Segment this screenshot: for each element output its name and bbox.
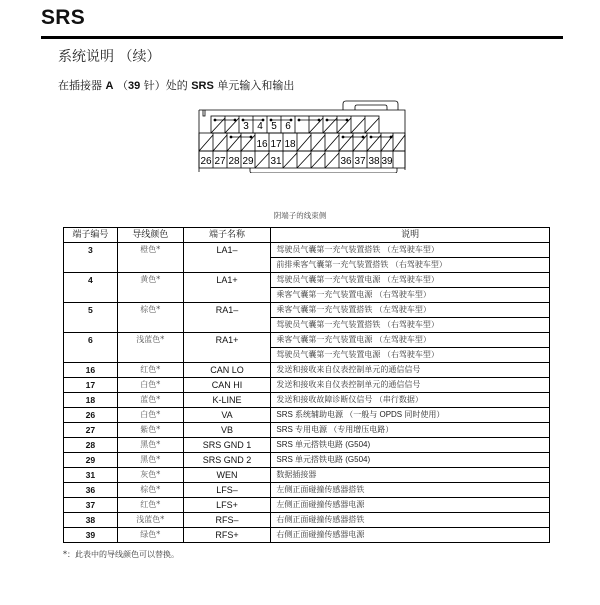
table-row — [64, 498, 550, 513]
pin-cell: 29 — [64, 453, 118, 468]
desc-cell: 数据插接器 — [271, 468, 550, 483]
pin-label: 37 — [354, 156, 366, 167]
pin-cell: 27 — [64, 423, 118, 438]
color-cell: 蓝色* — [117, 393, 183, 408]
pin-cell: 37 — [64, 498, 118, 513]
pin-label: 4 — [257, 121, 263, 132]
pin-label: 29 — [242, 156, 254, 167]
subtitle-text: （ — [113, 79, 128, 92]
name-cell: WEN — [183, 468, 271, 483]
pin-cell: 38 — [64, 513, 118, 528]
color-cell: 紫色* — [117, 423, 183, 438]
subtitle-connector: A — [105, 80, 114, 92]
pin-label: 5 — [271, 121, 277, 132]
name-cell: CAN HI — [183, 378, 271, 393]
pin-label: 6 — [285, 121, 291, 132]
color-cell: 红色* — [117, 363, 183, 378]
pin-label: 28 — [228, 156, 240, 167]
pin-label: 3 — [243, 121, 249, 132]
name-cell: RA1– — [183, 303, 271, 333]
pin-cell: 36 — [64, 483, 118, 498]
page-title: SRS — [41, 6, 86, 29]
connector-caption: 阴端子的线束侧 — [273, 211, 327, 220]
desc-cell: 左侧正面碰撞传感器搭铁 — [271, 483, 550, 498]
pin-label: 36 — [340, 156, 352, 167]
table-row — [64, 483, 550, 498]
desc-cell: SRS 专用电源 （专用增压电路） — [271, 423, 550, 438]
pin-cell: 28 — [64, 438, 118, 453]
table-row — [64, 363, 550, 378]
header-terminal-name: 端子名称 — [183, 228, 271, 243]
table-row — [64, 513, 550, 528]
desc-cell: 驾驶员气囊第一充气装置电源 （右驾驶车型） — [271, 348, 550, 363]
table-row — [64, 243, 550, 258]
pin-label: 18 — [284, 139, 296, 150]
pin-cell: 18 — [64, 393, 118, 408]
desc-cell: SRS 单元搭铁电路 (G504) — [271, 453, 550, 468]
name-cell: SRS GND 1 — [183, 438, 271, 453]
pin-label: 39 — [381, 156, 393, 167]
color-cell: 黄色* — [117, 273, 183, 303]
name-cell: K-LINE — [183, 393, 271, 408]
desc-cell: 乘客气囊第一充气装置搭铁 （左驾驶车型） — [271, 303, 550, 318]
name-cell: RA1+ — [183, 333, 271, 363]
desc-cell: 驾驶员气囊第一充气装置搭铁 （左驾驶车型） — [271, 243, 550, 258]
name-cell: LFS+ — [183, 498, 271, 513]
footnote: *：此表中的导线颜色可以替换。 — [63, 550, 179, 559]
desc-cell: SRS 单元搭铁电路 (G504) — [271, 438, 550, 453]
table-row — [64, 333, 550, 348]
color-cell: 棕色* — [117, 483, 183, 498]
pin-cell: 6 — [64, 333, 118, 363]
color-cell: 黑色* — [117, 438, 183, 453]
table-row — [64, 393, 550, 408]
pin-label: 27 — [214, 156, 226, 167]
pin-cell: 16 — [64, 363, 118, 378]
table-row — [64, 453, 550, 468]
desc-cell: 右侧正面碰撞传感器电源 — [271, 528, 550, 543]
table-row — [64, 273, 550, 288]
color-cell: 红色* — [117, 498, 183, 513]
name-cell: RFS+ — [183, 528, 271, 543]
desc-cell: 右侧正面碰撞传感器搭铁 — [271, 513, 550, 528]
desc-cell: 左侧正面碰撞传感器电源 — [271, 498, 550, 513]
desc-cell: 发送和接收来自仪表控制单元的通信信号 — [271, 363, 550, 378]
pin-cell: 31 — [64, 468, 118, 483]
connector-diagram — [195, 98, 410, 173]
pin-cell: 17 — [64, 378, 118, 393]
name-cell: SRS GND 2 — [183, 453, 271, 468]
subtitle-srs: SRS — [191, 80, 214, 92]
section-title: 系统说明 （续） — [58, 49, 161, 65]
name-cell: CAN LO — [183, 363, 271, 378]
name-cell: LA1+ — [183, 273, 271, 303]
name-cell: RFS– — [183, 513, 271, 528]
pin-label: 38 — [368, 156, 380, 167]
pin-cell: 4 — [64, 273, 118, 303]
pin-label: 31 — [270, 156, 282, 167]
color-cell: 浅蓝色* — [117, 513, 183, 528]
pin-cell: 39 — [64, 528, 118, 543]
subtitle-pin-count: 39 — [127, 80, 141, 92]
table-row — [64, 438, 550, 453]
color-cell: 白色* — [117, 378, 183, 393]
pin-table — [63, 227, 550, 543]
color-cell: 棕色* — [117, 303, 183, 333]
name-cell: VA — [183, 408, 271, 423]
color-cell: 黑色* — [117, 453, 183, 468]
name-cell: VB — [183, 423, 271, 438]
desc-cell: 发送和接收故障诊断仪信号 （串行数据） — [271, 393, 550, 408]
pin-label: 16 — [256, 139, 268, 150]
subtitle-text: 单元输入和输出 — [213, 79, 295, 92]
title-rule — [41, 36, 563, 39]
header-description: 说明 — [271, 228, 550, 243]
desc-cell: 乘客气囊第一充气装置电源 （左驾驶车型） — [271, 333, 550, 348]
color-cell: 浅蓝色* — [117, 333, 183, 363]
table-row — [64, 408, 550, 423]
pin-cell: 26 — [64, 408, 118, 423]
table-row — [64, 528, 550, 543]
table-row — [64, 378, 550, 393]
desc-cell: SRS 系统辅助电源 （一般与 OPDS 同时使用） — [271, 408, 550, 423]
color-cell: 灰色* — [117, 468, 183, 483]
header-pin: 端子编号 — [64, 228, 118, 243]
name-cell: LFS– — [183, 483, 271, 498]
desc-cell: 驾驶员气囊第一充气装置电源 （左驾驶车型） — [271, 273, 550, 288]
pin-label: 26 — [200, 156, 212, 167]
desc-cell: 前排乘客气囊第一充气装置搭铁 （右驾驶车型） — [271, 258, 550, 273]
color-cell: 绿色* — [117, 528, 183, 543]
color-cell: 白色* — [117, 408, 183, 423]
table-row — [64, 468, 550, 483]
pin-label: 17 — [270, 139, 282, 150]
color-cell: 橙色* — [117, 243, 183, 273]
subtitle-text: 针）处的 — [140, 79, 192, 92]
pin-cell: 5 — [64, 303, 118, 333]
desc-cell: 驾驶员气囊第一充气装置搭铁 （右驾驶车型） — [271, 318, 550, 333]
header-wire-color: 导线颜色 — [117, 228, 183, 243]
table-row — [64, 303, 550, 318]
subtitle — [58, 77, 294, 93]
desc-cell: 乘客气囊第一充气装置电源 （右驾驶车型） — [271, 288, 550, 303]
table-header-row — [64, 228, 550, 243]
table-row — [64, 423, 550, 438]
desc-cell: 发送和接收来自仪表控制单元的通信信号 — [271, 378, 550, 393]
name-cell: LA1– — [183, 243, 271, 273]
subtitle-text: 在插接器 — [58, 79, 106, 92]
pin-cell: 3 — [64, 243, 118, 273]
